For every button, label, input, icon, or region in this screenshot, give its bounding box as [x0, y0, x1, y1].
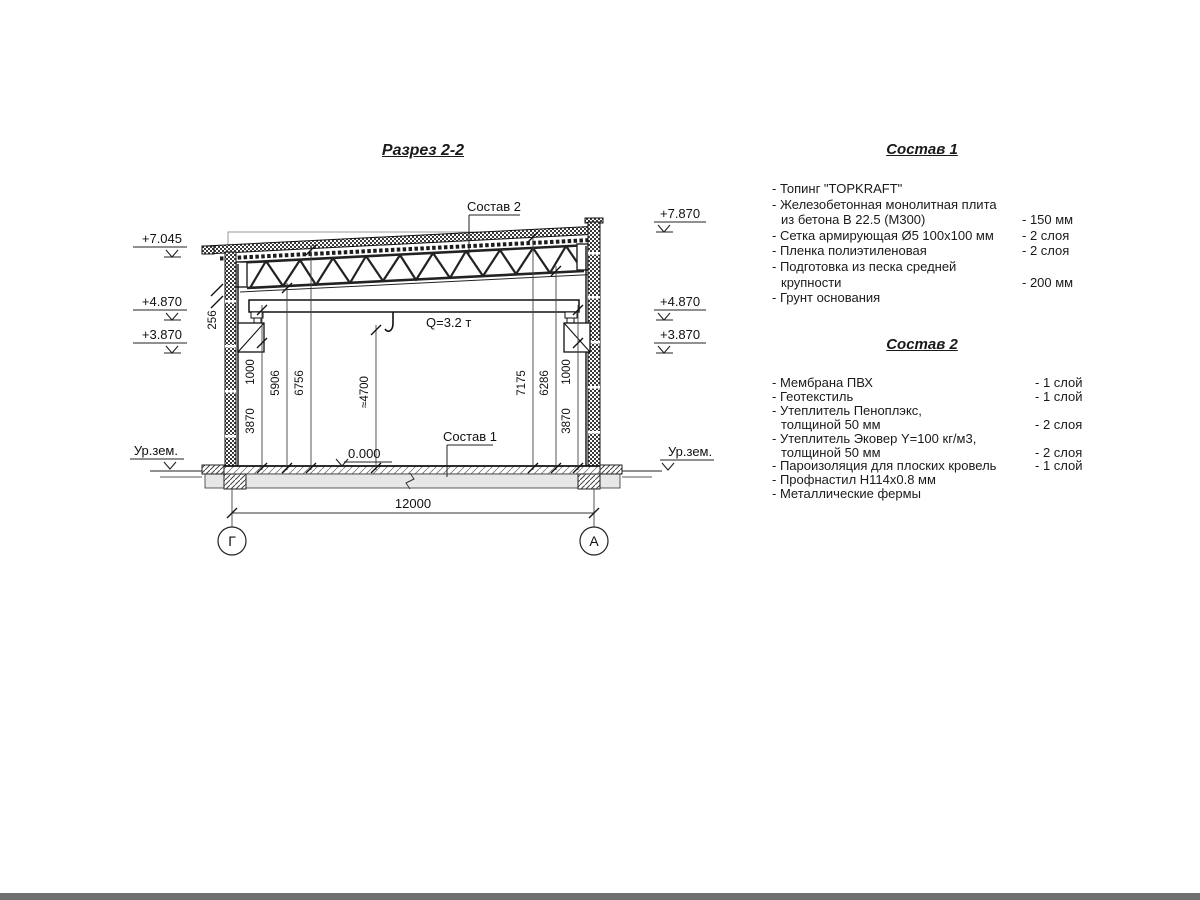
spec1-title: Состав 1 — [886, 141, 958, 158]
dim-5906: 5906 — [270, 370, 282, 396]
list-item: - Профнастил Н114х0.8 мм — [772, 472, 936, 488]
ground-level-left — [130, 443, 184, 469]
bottom-window-edge — [0, 893, 1200, 900]
dim-4700: ≈4700 — [359, 376, 371, 408]
list-item: толщиной 50 мм - 2 слоя — [781, 416, 1083, 432]
svg-text:Состав 2: Состав 2 — [467, 199, 521, 214]
svg-text:Ур.зем.: Ур.зем. — [133, 443, 178, 458]
vertical-dimensions — [211, 232, 583, 473]
floor-slab — [205, 466, 620, 489]
list-item: - Пароизоляция для плоских кровель - 1 слой — [772, 458, 1083, 474]
crane-bridge — [249, 300, 579, 331]
section-title: Разрез 2-2 — [381, 142, 465, 159]
dim-6286: 6286 — [539, 370, 551, 396]
list-item: - Топинг "TOPKRAFT" — [772, 181, 903, 196]
elev-3870-left — [133, 327, 187, 353]
spec1-rows — [772, 181, 1112, 306]
svg-text:+4.870: +4.870 — [141, 294, 182, 309]
elevation-marks-left — [130, 231, 187, 469]
dim-3870-right: 3870 — [561, 408, 573, 434]
list-item: - Утеплитель Эковер Y=100 кг/м3, — [772, 430, 977, 446]
dim-1000-right: 1000 — [561, 359, 573, 385]
crane-capacity-label: Q=3.2 т — [426, 315, 472, 330]
list-item: крупности - 200 мм — [781, 274, 1074, 290]
elevation-marks-right — [654, 206, 714, 470]
svg-text:+4.870: +4.870 — [660, 294, 701, 309]
spec-list-2 — [772, 336, 1112, 501]
elev-7870 — [654, 206, 706, 232]
crane-hook-icon — [385, 312, 393, 331]
spec2-rows — [772, 376, 1112, 501]
left-corbel — [238, 323, 264, 352]
spec-list-1 — [772, 141, 1112, 306]
svg-text:+3.870: +3.870 — [141, 327, 182, 342]
dim-1000-left: 1000 — [245, 359, 257, 385]
svg-text:0.000: 0.000 — [348, 446, 381, 461]
elev-7045 — [133, 231, 187, 257]
right-corbel — [564, 323, 590, 352]
list-item: - Пленка полиэтиленовая - 2 слоя — [772, 243, 1070, 259]
list-item: - Мембрана ПВХ - 1 слой — [772, 375, 1083, 390]
left-wall — [225, 252, 238, 468]
axis-letter-left: Г — [228, 533, 236, 549]
dim-3870-left: 3870 — [245, 408, 257, 434]
dim-7175: 7175 — [516, 370, 528, 396]
svg-text:Состав 1: Состав 1 — [443, 429, 497, 444]
list-item: из бетона В 22.5 (М300) - 150 мм — [781, 212, 1074, 228]
list-item: - Геотекстиль - 1 слой — [772, 388, 1083, 404]
list-item: - Утеплитель Пеноплэкс, — [772, 402, 922, 418]
list-item: толщиной 50 мм - 2 слоя — [781, 444, 1083, 460]
axis-letter-right: А — [589, 533, 599, 549]
svg-text:+7.045: +7.045 — [141, 231, 182, 246]
dim-6756: 6756 — [294, 370, 306, 396]
dim-256: 256 — [207, 310, 219, 330]
axis-bubble-left — [218, 527, 246, 555]
roof-truss — [232, 244, 592, 292]
axis-bubble-right — [580, 527, 608, 555]
svg-text:+7.870: +7.870 — [660, 206, 701, 221]
elev-3870-right — [654, 327, 706, 353]
list-item: - Подготовка из песка средней — [772, 258, 957, 274]
floor-zero-mark — [336, 446, 392, 466]
dim-span: 12000 — [394, 496, 432, 511]
spec2-title: Состав 2 — [886, 336, 958, 353]
elev-4870-right — [654, 294, 706, 320]
elev-4870-left — [133, 294, 187, 320]
list-item: - Металлические фермы — [772, 486, 921, 502]
list-item: - Грунт основания — [772, 290, 881, 306]
list-item: - Железобетонная монолитная плита — [772, 196, 997, 212]
svg-text:Ур.зем.: Ур.зем. — [668, 444, 713, 459]
span-dimension — [227, 488, 599, 527]
list-item: - Сетка армирующая Ø5 100x100 мм - 2 слоя — [772, 227, 1070, 243]
ground-level-right — [660, 444, 714, 470]
svg-text:+3.870: +3.870 — [660, 327, 701, 342]
